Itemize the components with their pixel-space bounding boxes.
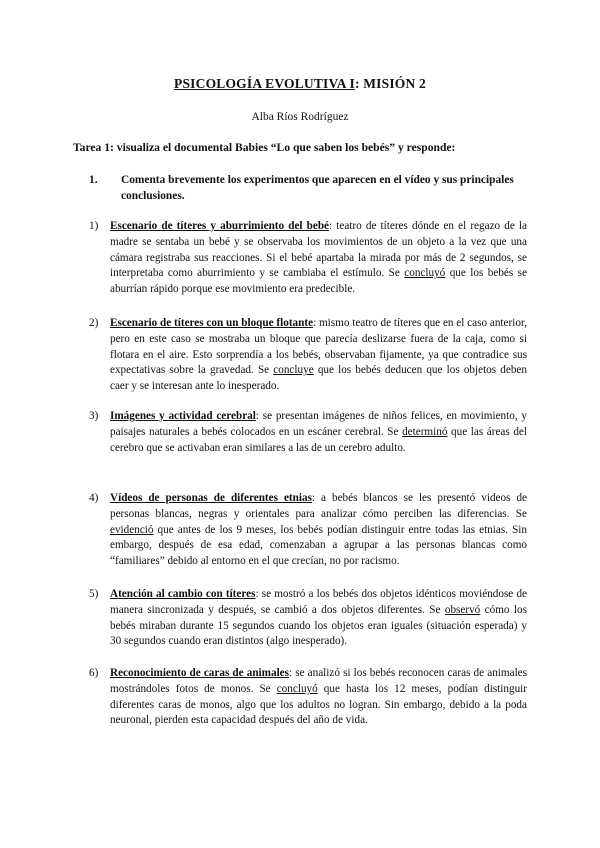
- item-text-a: : a bebés blancos se les presentó videos de personas blancas, negras y orientales para analizar cómo perciben las diferencias. Se: [110, 492, 527, 520]
- item-verb: concluye: [273, 364, 314, 377]
- item-verb: observó: [444, 603, 481, 616]
- document-title: [0, 76, 600, 92]
- item-heading: Reconocimiento de caras de animales: [110, 667, 289, 679]
- item-body: [110, 491, 527, 570]
- experiment-item: [89, 587, 527, 650]
- item-text-b: que antes de los 9 meses, los bebés podían distinguir entre todas las etnias. Sin embargo, después de esa edad, comenzaban a agrupar a las personas blancas como “familiares” debido al entorno en el que crecían, no por racismo.: [110, 523, 527, 568]
- question-number: 1.: [89, 174, 98, 186]
- item-text-b: que las áreas del cerebro que se activaban eran similares a las de un cerebro adulto.: [110, 425, 527, 454]
- item-body: [110, 316, 527, 395]
- item-text-a: : se mostró a los bebés dos objetos idénticos moviéndose de manera sincronizada y después, se cambió a dos objetos diferentes. Se: [110, 588, 527, 616]
- author-name: Alba Ríos Rodríguez: [251, 111, 349, 123]
- item-verb: concluyó: [404, 267, 446, 280]
- item-number: 4): [89, 492, 99, 504]
- question-text: Comenta brevemente los experimentos que aparecen en el vídeo y sus principales conclusiones.: [121, 174, 514, 202]
- item-text-b: cómo los bebés miraban durante 15 segundos cuando los objetos eran iguales (situación esperada) y 30 segundos cuando eran distintos (algo inesperado).: [110, 603, 527, 648]
- item-heading: Escenario de títeres y aburrimiento del bebé: [110, 220, 330, 232]
- item-text-a: : teatro de títeres dónde en el regazo de la madre se sentaba un bebé y se observaba los movimientos de un objeto a la vez que una cámara registraba sus reacciones. Si el bebé apartaba la mirada por más de 2 segundos, se interpretaba como aburrimiento y se cambiaba el estímulo. Se: [110, 220, 527, 280]
- item-text-a: : se presentan imágenes de niños felices, en movimiento, y paisajes naturales a bebés colocados en un escáner cerebral. Se: [110, 410, 527, 438]
- item-heading: Imágenes y actividad cerebral: [110, 410, 256, 422]
- item-heading: Atención al cambio con títeres: [110, 588, 256, 600]
- title-rest: : MISIÓN 2: [354, 76, 426, 91]
- item-verb: concluyó: [276, 682, 318, 695]
- item-number: 5): [89, 588, 99, 600]
- item-number: 6): [89, 667, 99, 679]
- item-body: [110, 219, 527, 298]
- item-number: 2): [89, 317, 99, 329]
- experiment-item: [89, 316, 527, 395]
- item-text-a: : se analizó si los bebés reconocen caras de animales mostrándoles fotos de monos. Se: [110, 667, 527, 695]
- title-main: PSICOLOGÍA EVOLUTIVA I: [174, 76, 355, 91]
- item-text-b: que los bebés deducen que los objetos deben caer y se interesan ante lo inesperado.: [110, 364, 527, 393]
- item-body: [110, 409, 527, 456]
- item-verb: determinó: [402, 425, 448, 438]
- experiment-item: [89, 491, 527, 570]
- experiment-item: [89, 219, 527, 298]
- item-body: [110, 587, 527, 650]
- experiment-item: [89, 666, 527, 729]
- item-number: 1): [89, 220, 99, 232]
- item-heading: Vídeos de personas de diferentes etnias: [110, 492, 312, 504]
- question-1: [89, 172, 529, 204]
- item-verb: evidenció: [110, 523, 154, 536]
- item-text-a: : mismo teatro de títeres que en el caso anterior, pero en este caso se mostraba un bloque que parecía deslizarse fuera de la caja, como si flotara en el aire. Esto sorprendía a los bebés, observaban fijamente, ya que contradice sus expectativas sobre la gravedad. Se: [110, 317, 528, 377]
- item-text-b: que hasta los 12 meses, podían distinguir diferentes caras de monos, algo que los adultos no logran. Sin embargo, debido a la poda neuronal, pierden esta capacidad después del año de vida.: [110, 682, 528, 727]
- item-body: [110, 666, 527, 729]
- item-number: 3): [89, 410, 99, 422]
- task-heading: Tarea 1: visualiza el documental Babies “Lo que saben los bebés” y responde:: [73, 141, 456, 154]
- item-text-b: que los bebés se aburrían rápido porque ese movimiento era predecible.: [110, 267, 527, 296]
- item-heading: Escenario de títeres con un bloque flotante: [110, 317, 314, 329]
- experiment-item: [89, 409, 527, 456]
